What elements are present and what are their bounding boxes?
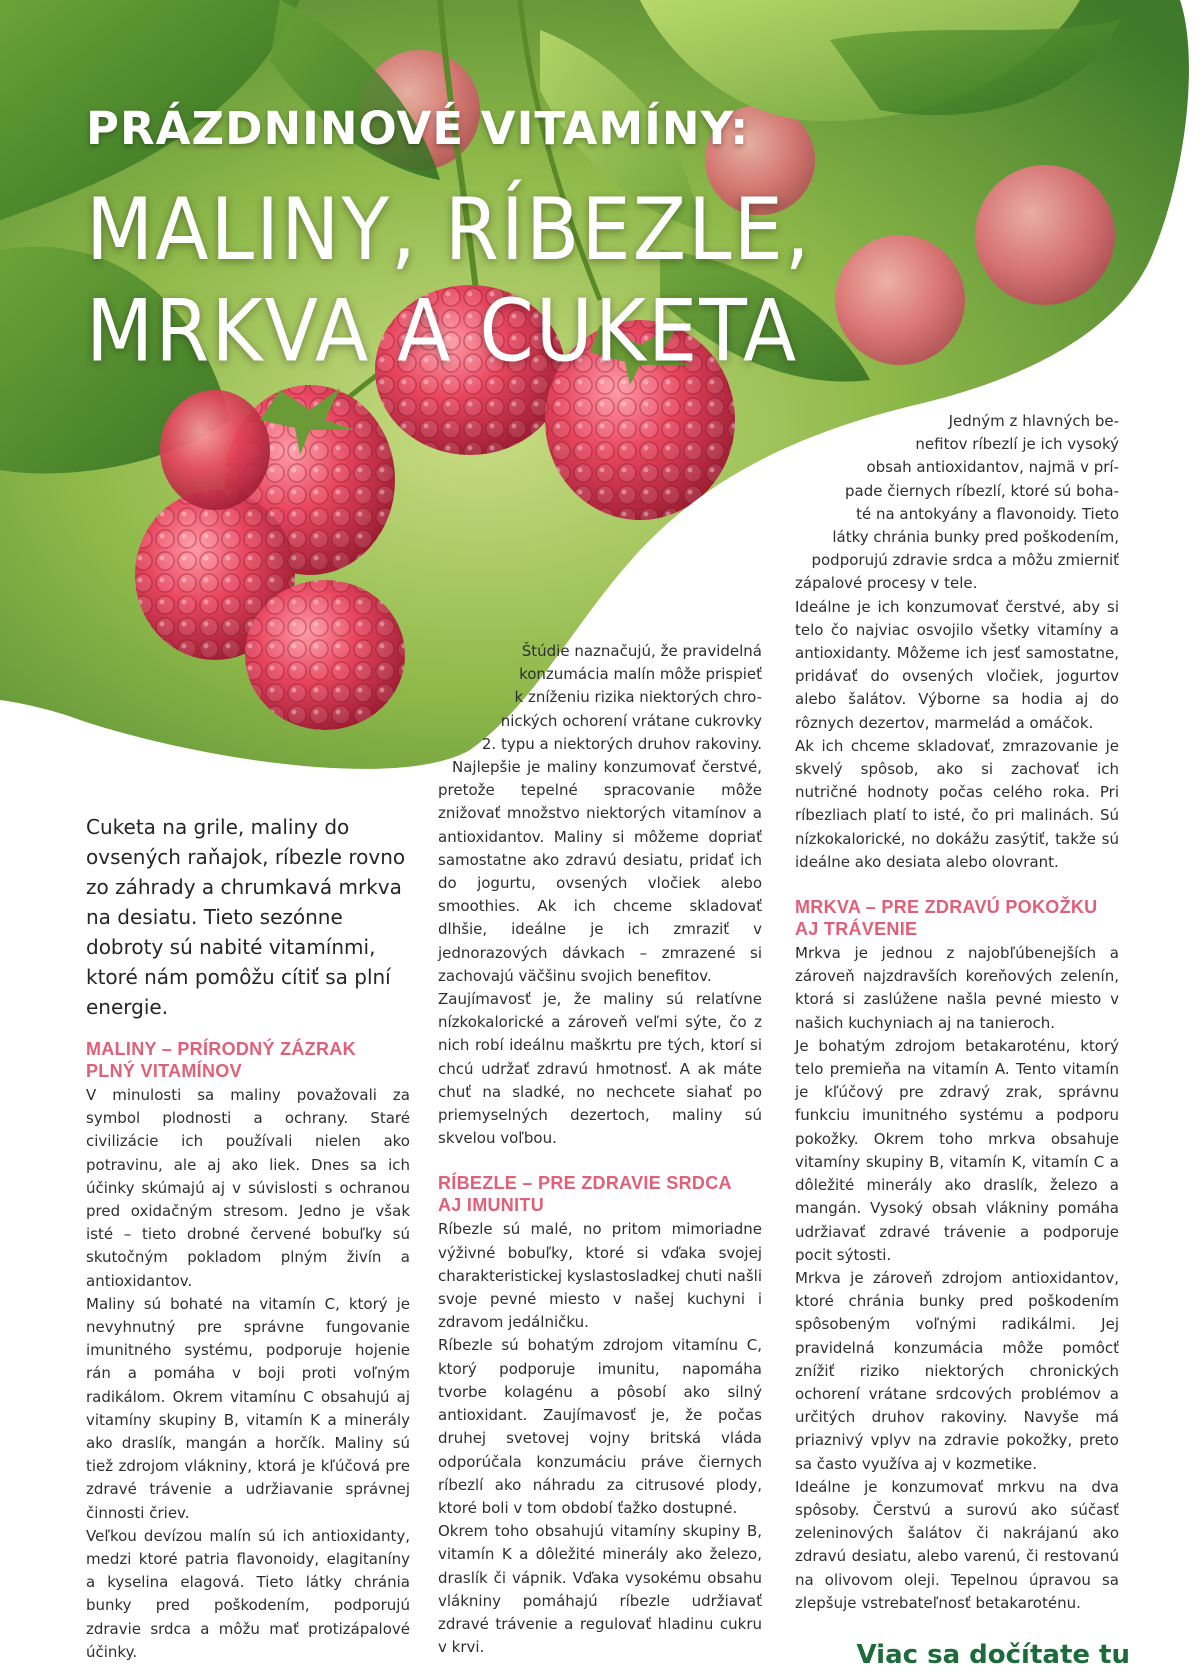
- paragraph: Ak ich chceme skladovať, zmrazovanie je skvelý spôsob, ako si zachovať ich nutričné hodnoty počas celého roka. Pri ríbezliach platí to isté, čo pri malinách. Sú nízkokalorické, no dokážu zasýtiť, takže sú ideálne ako desiata alebo olovrant.: [795, 736, 1119, 871]
- intro-line: zápalové procesy v tele.: [795, 574, 978, 593]
- intro-line: obsah antioxidantov, najmä v prí-: [866, 458, 1119, 477]
- section-heading-line: MRKVA – PRE ZDRAVÚ POKOŽKU: [795, 897, 1098, 918]
- intro-line: Štúdie naznačujú, že pravidelná: [521, 642, 762, 660]
- intro-line: Jedným z hlavných be-: [948, 412, 1119, 430]
- intro-line: pade čiernych ríbezlí, ktoré sú boha-: [845, 481, 1119, 500]
- intro-line: 2. typu a niektorých druhov rakoviny.: [481, 734, 762, 753]
- paragraph: Ríbezle sú malé, no pritom mimoriadne výživné bobuľky, ktoré si vďaka svojej charakteristickej kyslastosladkej chuti našli svoje pevné miesto v našej kuchyni i zdravom jedálničku.: [438, 1220, 762, 1332]
- section-heading-line: PLNÝ VITAMÍNOV: [86, 1061, 242, 1081]
- read-more-link[interactable]: Viac sa dočítate tu: [856, 1640, 1130, 1670]
- page-title: [86, 180, 812, 382]
- lead-paragraph: Cuketa na grile, maliny do ovsených raňajok, ríbezle rovno zo záhrady a chrumkavá mrkva na desiatu. Tieto sezónne dobroty sú nabité vitamínmi, ktoré nám pomôžu cítiť sa plní energie.: [86, 815, 406, 1019]
- intro-line: nických ochorení vrátane cukrovky: [500, 711, 762, 730]
- section-heading-line: RÍBEZLE – PRE ZDRAVIE SRDCA: [438, 1173, 732, 1194]
- intro-line: té na antokyány a flavonoidy. Tieto: [856, 504, 1119, 523]
- paragraph: Veľkou devízou malín sú ich antioxidanty, medzi ktoré patria flavonoidy, elagitaníny a kyselina elagová. Tieto látky chránia bunky pred poškodením, podporujú zdravie srdca a môžu mať protizápalové účinky.: [86, 1526, 410, 1661]
- paragraph: Mrkva je jednou z najobľúbenejších a zároveň najzdravších koreňových zelenín, ktorá si zaslúžene našla pevné miesto v našich kuchyniach aj na tanieroch.: [795, 944, 1119, 1032]
- section-heading-maliny: [86, 1038, 410, 1082]
- wrapped-intro: [438, 640, 762, 756]
- paragraph: Najlepšie je maliny konzumovať čerstvé, pretože tepelné spracovanie môže znižovať množstvo niektorých vitamínov a antioxidantov. Maliny si môžeme dopriať samostatne ako zdravú desiatu, pridať ich do jogurtu, ovsených vločiek alebo smoothies. Ak ich chceme skladovať dlhšie, ideálne je ich zmraziť v jednorazových dávkach – zmrazené si zachovajú väčšinu svojich benefitov.: [438, 758, 762, 985]
- column-2: [438, 640, 762, 1659]
- section-heading-line: AJ TRÁVENIE: [795, 919, 918, 940]
- paragraph: Okrem toho obsahujú vitamíny skupiny B, vitamín K a dôležité minerály ako železo, draslík či vápnik. Vďaka vysokému obsahu vlákniny pomáhajú ríbezle udržiavať zdravé trávenie a regulovať hladinu cukru v krvi.: [438, 1522, 762, 1657]
- paragraph: V minulosti sa maliny považovali za symbol plodnosti a ochrany. Staré civilizácie ich používali nielen ako potravinu, ale aj ako liek. Dnes sa ich účinky skúmajú aj v súvislosti s ochranou pred oxidačným stresom. Jedno je však isté – tieto drobné červené bobuľky sú skutočným pokladom plným živín a antioxidantov.: [86, 1086, 410, 1290]
- paragraph: Zaujímavosť je, že maliny sú relatívne nízkokalorické a zároveň veľmi sýte, čo z nich robí ideálnu maškrtu pre tých, ktorí si chcú udržať zdravú hmotnosť. A ak máte chuť na sladké, no nechcete siahať po priemyselných dezertoch, maliny sú skvelou voľbou.: [438, 990, 762, 1148]
- paragraph: Ideálne je konzumovať mrkvu na dva spôsoby. Čerstvú a surovú ako súčasť zeleninových šalátov či nakrájanú ako zdravú desiatu, alebo varenú, či restovanú na olivovom oleji. Tepelnou úpravou sa zlepšuje vstrebateľnosť betakaroténu.: [795, 1477, 1119, 1612]
- paragraph: Ideálne je ich konzumovať čerstvé, aby si telo čo najviac osvojilo všetky vitamíny a antioxidanty. Môžeme ich jesť samostatne, pridávať do ovsených vločiek, jogurtov alebo šalátov. Výborne sa hodia aj do rôznych dezertov, marmelád a omáčok.: [795, 597, 1119, 732]
- column-3: [795, 410, 1119, 1615]
- section-heading-mrkva: [795, 896, 1119, 940]
- intro-line: nefitov ríbezlí je ich vysoký: [915, 435, 1119, 454]
- intro-line: látky chránia bunky pred poškodením,: [832, 528, 1119, 547]
- wrapped-intro: [795, 410, 1119, 596]
- section-heading-line: MALINY – PRÍRODNÝ ZÁZRAK: [86, 1039, 356, 1059]
- paragraph: Maliny sú bohaté na vitamín C, ktorý je nevyhnutný pre správne fungovanie imunitného systému, podporuje hojenie rán a pomáha v boji proti voľným radikálom. Okrem vitamínu C obsahujú aj vitamíny skupiny B, vitamín K a minerály ako draslík, mangán a horčík. Maliny sú tiež zdrojom vlákniny, ktorá je kľúčová pre zdravé trávenie a udržiavanie správnej činnosti čriev.: [86, 1294, 410, 1522]
- title-line-2: MRKVA A CUKETA: [86, 282, 799, 382]
- intro-line: k zníženiu rizika niektorých chro-: [514, 688, 762, 707]
- section-heading-ribezle: [438, 1172, 762, 1216]
- paragraph: Je bohatým zdrojom betakaroténu, ktorý telo premieňa na vitamín A. Tento vitamín je kľúčový pre zdravý zrak, správnu funkciu imunitného systému a podporu pokožky. Okrem toho mrkva obsahuje vitamíny skupiny B, vitamín K, vitamín C a dôležité minerály ako draslík, železo a mangán. Vysoký obsah vlákniny pomáha udržiavať zdravé trávenie a podporuje pocit sýtosti.: [795, 1036, 1119, 1264]
- column-1: [86, 1038, 410, 1664]
- intro-line: podporujú zdravie srdca a môžu zmierniť: [811, 551, 1119, 570]
- section-heading-line: AJ IMUNITU: [438, 1195, 544, 1216]
- paragraph: Mrkva je zároveň zdrojom antioxidantov, ktoré chránia bunky pred poškodením spôsobeným voľnými radikálmi. Jej pravidelná konzumácia môže pomôcť znížiť riziko niektorých chronických ochorení vrátane srdcových problémov a určitých druhov rakoviny. Navyše má priaznivý vplyv na zdravie pokožky, preto sa často využíva aj v kozmetike.: [795, 1268, 1119, 1473]
- intro-line: konzumácia malín môže prispieť: [519, 665, 762, 684]
- hero-kicker: PRÁZDNINOVÉ VITAMÍNY:: [86, 102, 750, 155]
- paragraph: Ríbezle sú bohatým zdrojom vitamínu C, ktorý podporuje imunitu, napomáha tvorbe kolagénu a pôsobí ako silný antioxidant. Zaujímavosť je, že počas druhej svetovej vojny britská vláda odporúčala konzumáciu práve čiernych ríbezlí ako náhradu za citrusové plody, ktoré boli v tom období ťažko dostupné.: [438, 1336, 762, 1517]
- title-line-1: MALINY, RÍBEZLE,: [86, 181, 812, 281]
